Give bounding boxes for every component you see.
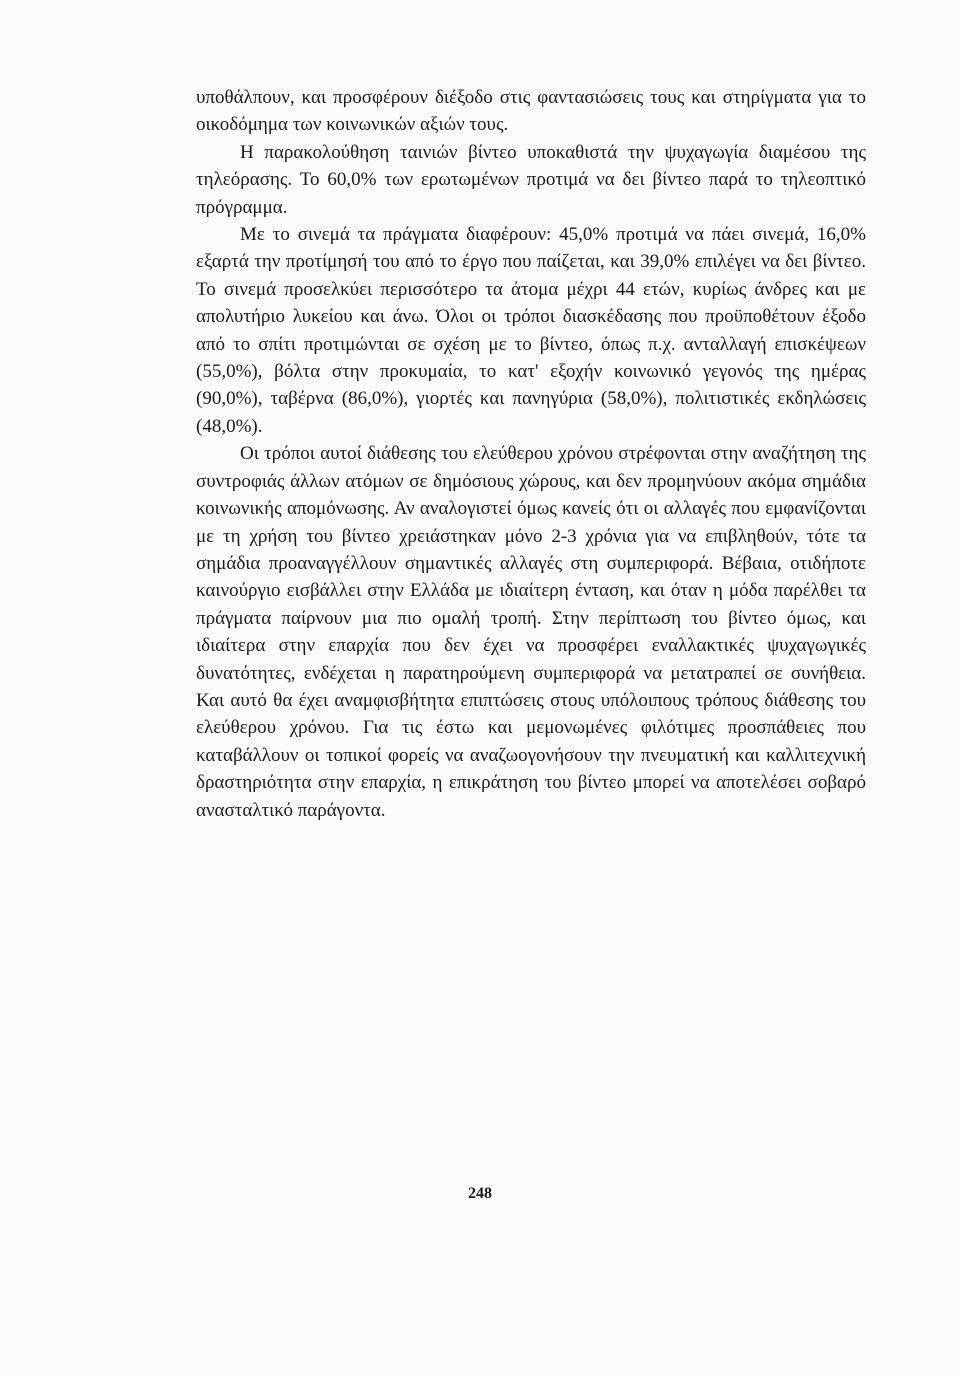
paragraph-4: Οι τρόποι αυτοί διάθεσης του ελεύθερου χρόνου στρέφονται στην αναζήτηση της συντροφιάς άλλων ατόμων σε δημόσιους χώρους, και δεν προμηνύουν ακόμα σημάδια κοινωνικής απομόνωσης. Αν αναλογιστεί όμως κανείς ότι οι αλλαγές που εμφανίζονται με τη χρήση του βίντεο χρειάστηκαν μόνο 2-3 χρόνια για να επιβληθούν, τότε τα σημάδια προαναγγέλλουν σημαντικές αλλαγές στη συμπεριφορά. Βέβαια, οτιδήποτε καινούργιο εισβάλλει στην Ελλάδα με ιδιαίτερη ένταση, και όταν η μόδα παρέλθει τα πράγματα παίρνουν μια πιο ομαλή τροπή. Στην περίπτωση του βίντεο όμως, και ιδιαίτερα στην επαρχία που δεν έχει να προσφέρει εναλλακτικές ψυχαγωγικές δυνατότητες, ενδέχεται η παρατηρούμενη συμπεριφορά να μετατραπεί σε συνήθεια. Και αυτό θα έχει αναμφισβήτητα επιπτώσεις στους υπόλοιπους τρόπους διάθεσης του ελεύθερου χρόνου. Για τις έστω και μεμονωμένες φιλότιμες προσπάθειες που καταβάλλουν οι τοπικοί φορείς να αναζωογονήσουν την πνευματική και καλλιτεχνική δραστηριότητα στην επαρχία, η επικράτηση του βίντεο μπορεί να αποτελέσει σοβαρό ανασταλτικό παράγοντα. bbox=[196, 443, 866, 821]
paragraph-3: Με το σινεμά τα πράγματα διαφέρουν: 45,0% προτιμά να πάει σινεμά, 16,0% εξαρτά την προτίμησή του από το έργο που παίζεται, και 39,0% επιλέγει να δει βίντεο. Το σινεμά προσελκύει περισσότερο τα άτομα μέχρι 44 ετών, κυρίως άνδρες και με απολυτήριο λυκείου και άνω. Όλοι οι τρόποι διασκέδασης που προϋποθέτουν έξοδο από το σπίτι προτιμώνται σε σχέση με το βίντεο, όπως π.χ. ανταλλαγή επισκέψεων (55,0%), βόλτα στην προκυμαία, το κατ' εξοχήν κοινωνικό γεγονός της ημέρας (90,0%), ταβέρνα (86,0%), γιορτές και πανηγύρια (58,0%), πολιτιστικές εκδηλώσεις (48,0%). bbox=[196, 224, 866, 437]
page-number: 248 bbox=[468, 1185, 492, 1202]
paragraph-1: υποθάλπουν, και προσφέρουν διέξοδο στις φαντασιώσεις τους και στηρίγματα για το οικοδόμημα των κοινωνικών αξιών τους. bbox=[196, 87, 866, 136]
paragraph-2: Η παρακολούθηση ταινιών βίντεο υποκαθιστά την ψυχαγωγία διαμέσου της τηλεόρασης. Το 60,0% των ερωτωμένων προτιμά να δει βίντεο παρά το τηλεοπτικό πρόγραμμα. bbox=[196, 141, 866, 218]
body-text bbox=[196, 84, 866, 824]
